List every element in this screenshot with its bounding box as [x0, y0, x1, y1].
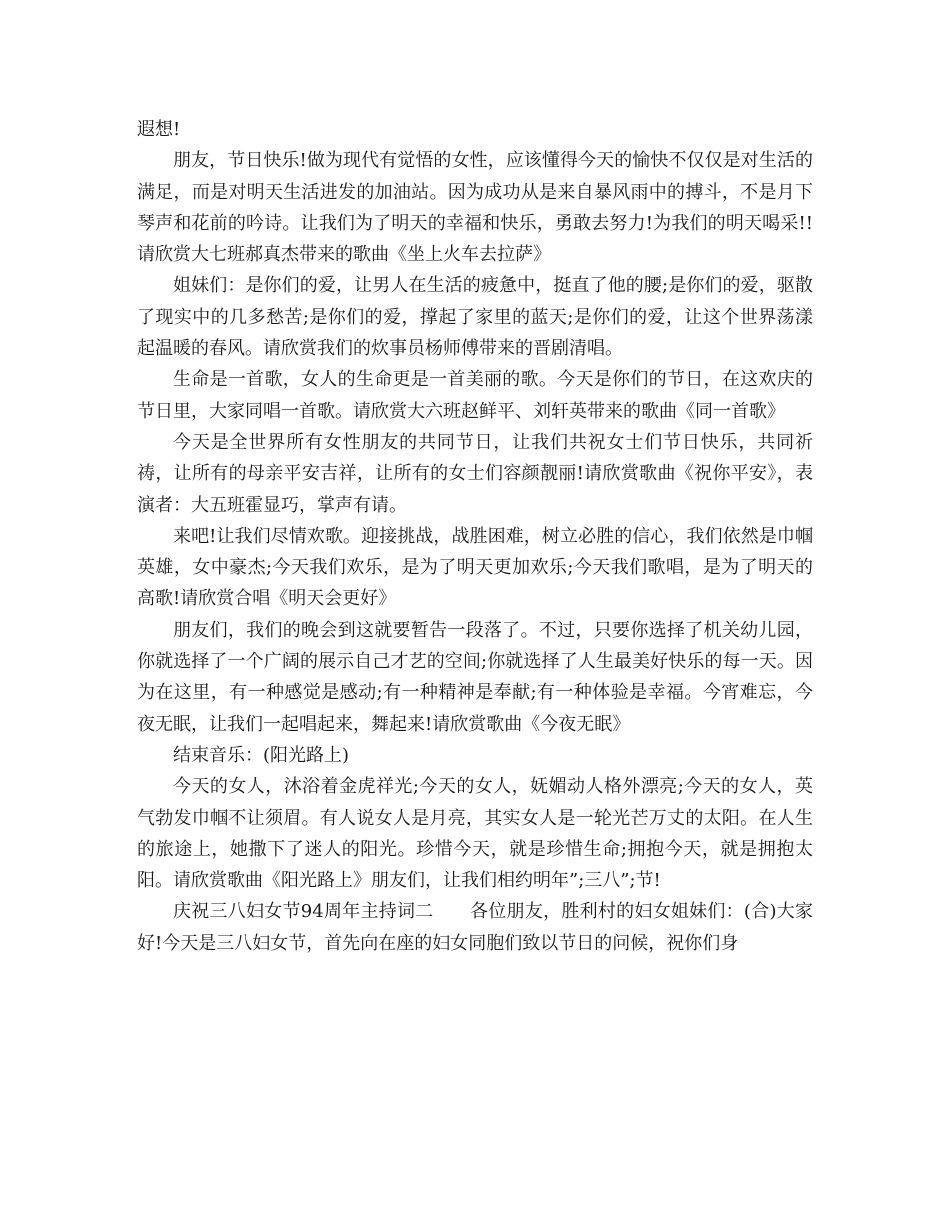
paragraph: 生命是一首歌，女人的生命更是一首美丽的歌。今天是你们的节日，在这欢庆的节日里，大家同唱一首歌。请欣赏大六班赵鲜平、刘轩英带来的歌曲《同一首歌》 — [137, 369, 813, 422]
paragraph: 朋友，节日快乐!做为现代有觉悟的女性，应该懂得今天的愉快不仅仅是对生活的满足，而是对明天生活进发的加油站。因为成功从是来自暴风雨中的搏斗，不是月下琴声和花前的吟诗。让我们为了明天的幸福和快乐，勇敢去努力!为我们的明天喝采!!请欣赏大七班郝真杰带来的歌曲《坐上火车去拉萨》 — [137, 150, 813, 266]
paragraph: 遐想! — [137, 119, 181, 140]
paragraph: 姐妹们：是你们的爱，让男人在生活的疲惫中，挺直了他的腰;是你们的爱，驱散了现实中的几多愁苦;是你们的爱，撑起了家里的蓝天;是你们的爱，让这个世界荡漾起温暖的春风。请欣赏我们的炊事员杨师傅带来的晋剧清唱。 — [137, 275, 813, 360]
paragraph: 来吧!让我们尽情欢歌。迎接挑战，战胜困难，树立必胜的信心，我们依然是巾帼英雄，女中豪杰;今天我们欢乐，是为了明天更加欢乐;今天我们歌唱，是为了明天的高歌!请欣赏合唱《明天会更好》 — [137, 525, 813, 610]
paragraph: 今天是全世界所有女性朋友的共同节日，让我们共祝女士们节日快乐，共同祈祷，让所有的母亲平安吉祥，让所有的女士们容颜靓丽!请欣赏歌曲《祝你平安》，表演者：大五班霍显巧，掌声有请。 — [137, 431, 813, 516]
paragraph: 结束音乐：(阳光路上) — [173, 744, 350, 766]
paragraph: 庆祝三八妇女节94周年主持词二 各位朋友，胜利村的妇女姐妹们：(合)大家好!今天是三八妇女节，首先向在座的妇女同胞们致以节日的问候，祝你们身 — [137, 901, 813, 954]
paragraph: 今天的女人，沐浴着金虎祥光;今天的女人，妩媚动人格外漂亮;今天的女人，英气勃发巾帼不让须眉。有人说女人是月亮，其实女人是一轮光芒万丈的太阳。在人生的旅途上，她撒下了迷人的阳光。珍惜今天，就是珍惜生命;拥抱今天，就是拥抱太阳。请欣赏歌曲《阳光路上》朋友们，让我们相约明年”;三八”;节! — [137, 776, 813, 892]
paragraph: 朋友们，我们的晚会到这就要暂告一段落了。不过，只要你选择了机关幼儿园，你就选择了一个广阔的展示自己才艺的空间;你就选择了人生最美好快乐的每一天。因为在这里，有一种感觉是感动;有一种精神是奉献;有一种体验是幸福。今宵难忘，今夜无眠，让我们一起唱起来，舞起来!请欣赏歌曲《今夜无眠》 — [137, 619, 813, 735]
document-body — [137, 114, 813, 959]
